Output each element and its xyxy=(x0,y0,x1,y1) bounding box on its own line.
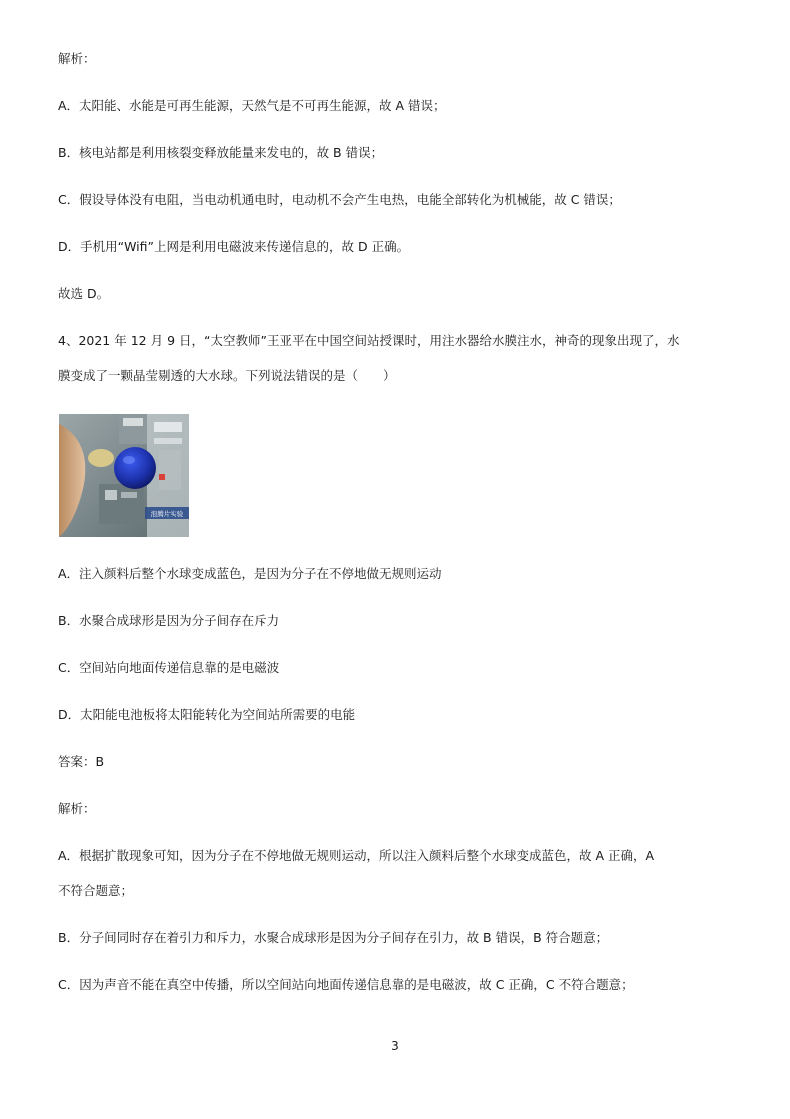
analysis-item-a-line-2: 不符合题意； xyxy=(58,883,134,898)
page-number: 3 xyxy=(391,1039,399,1053)
prev-analysis-item-a: A．太阳能、水能是可再生能源，天然气是不可再生能源，故 A 错误； xyxy=(58,98,446,113)
question-stem-line-2: 膜变成了一颗晶莹剔透的大水球。下列说法错误的是（ ） xyxy=(58,368,396,383)
analysis-item-a-line-1: A．根据扩散现象可知，因为分子在不停地做无规则运动，所以注入颜料后整个水球变成蓝色，故 A 正确，A xyxy=(58,848,655,863)
analysis-item-b: B．分子间同时存在着引力和斥力，水聚合成球形是因为分子间存在引力，故 B 错误，B 符合题意； xyxy=(58,930,609,945)
option-b: B．水聚合成球形是因为分子间存在斥力 xyxy=(58,613,280,628)
question-stem-line-1: 4、2021 年 12 月 9 日，“太空教师”王亚平在中国空间站授课时，用注水器给水膜注水，神奇的现象出现了，水 xyxy=(58,333,680,348)
prev-conclusion: 故选 D。 xyxy=(58,286,110,301)
photo-caption: 泡腾片实验 xyxy=(150,510,184,518)
answer: 答案：B xyxy=(58,754,105,769)
prev-analysis-item-c: C．假设导体没有电阻，当电动机通电时，电动机不会产生电热，电能全部转化为机械能，故 C 错误； xyxy=(58,192,621,207)
option-d: D．太阳能电池板将太阳能转化为空间站所需要的电能 xyxy=(58,707,356,722)
space-station-photo xyxy=(59,414,189,537)
analysis-heading: 解析： xyxy=(58,801,96,816)
option-a: A．注入颜料后整个水球变成蓝色，是因为分子在不停地做无规则运动 xyxy=(58,566,442,581)
prev-analysis-heading: 解析： xyxy=(58,51,96,66)
prev-analysis-item-d: D．手机用“Wifi”上网是利用电磁波来传递信息的，故 D 正确。 xyxy=(58,239,410,254)
prev-analysis-item-b: B．核电站都是利用核裂变释放能量来发电的，故 B 错误； xyxy=(58,145,384,160)
analysis-item-c: C．因为声音不能在真空中传播，所以空间站向地面传递信息靠的是电磁波，故 C 正确，C 不符合题意； xyxy=(58,977,634,992)
option-c: C．空间站向地面传递信息靠的是电磁波 xyxy=(58,660,280,675)
